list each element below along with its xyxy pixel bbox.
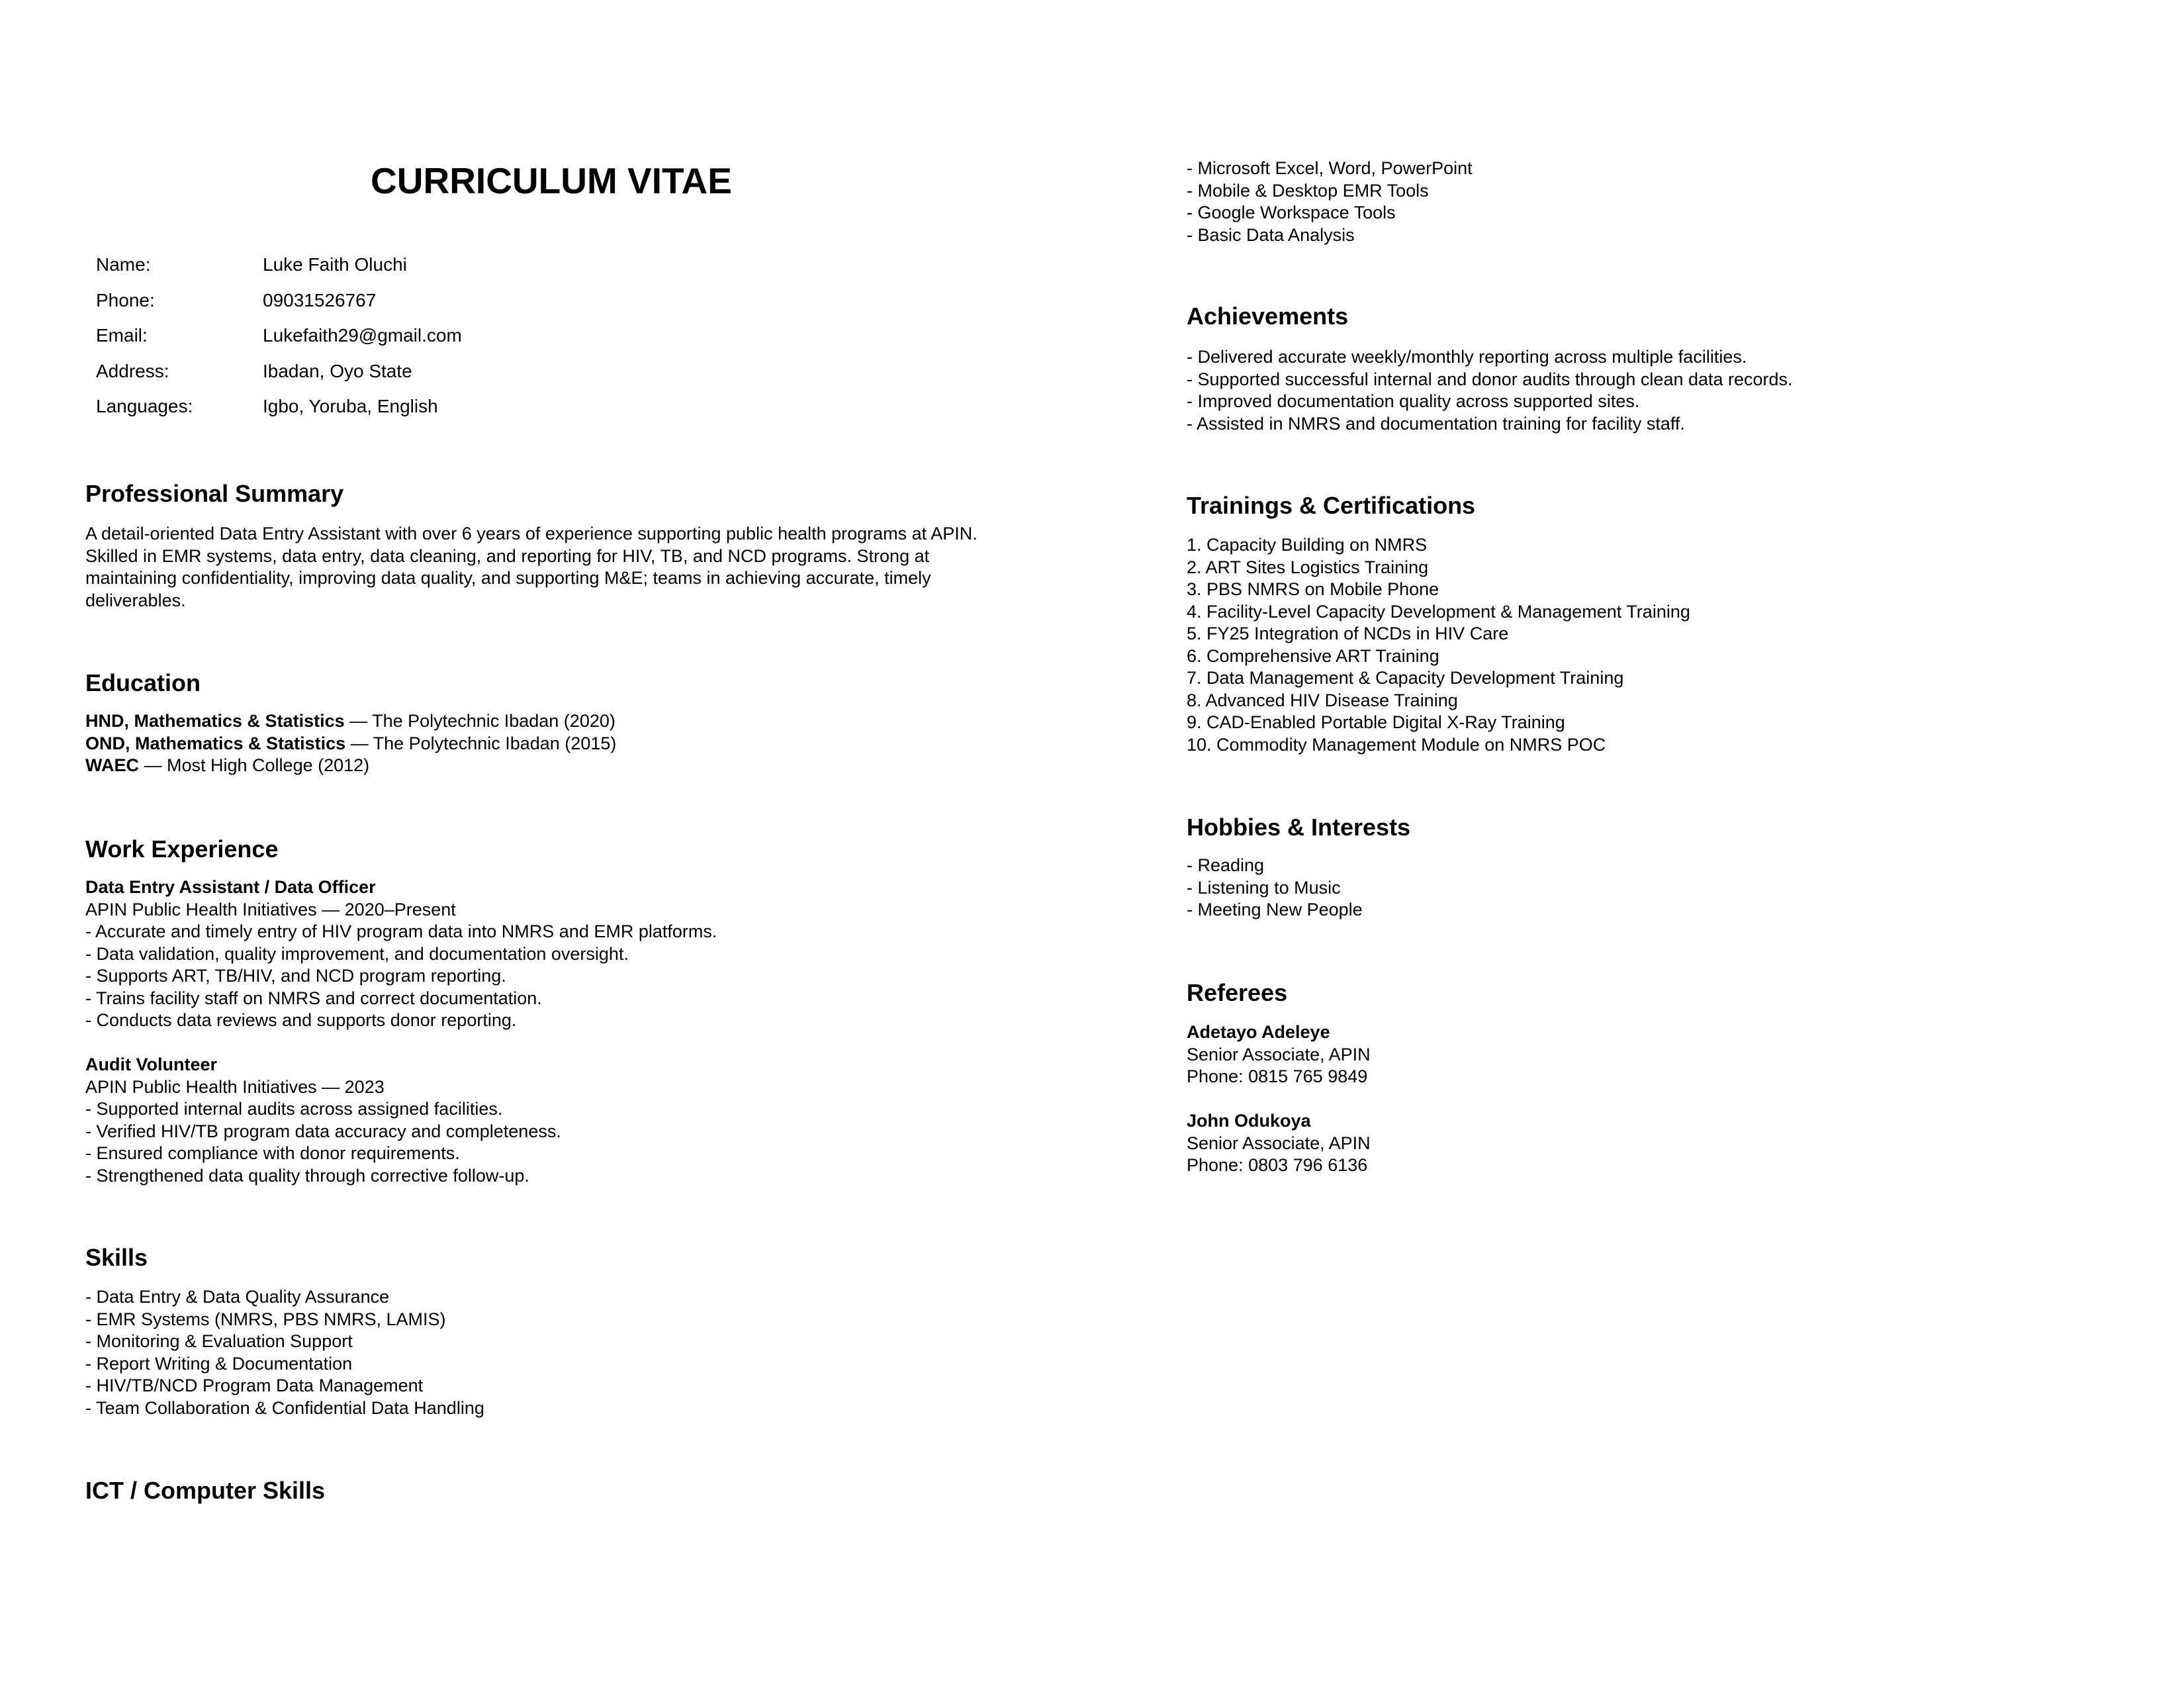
info-row-address bbox=[96, 355, 462, 391]
achievement-item: - Supported successful internal and donor audits through clean data records. bbox=[1187, 369, 1793, 389]
job-duty: - Accurate and timely entry of HIV program data into NMRS and EMR platforms. bbox=[85, 921, 717, 941]
achievements-heading: Achievements bbox=[1187, 303, 1349, 330]
info-row-languages bbox=[96, 391, 462, 426]
info-value: Ibadan, Oyo State bbox=[263, 360, 412, 381]
education-degree: OND, Mathematics & Statistics bbox=[85, 733, 346, 753]
summary-text bbox=[85, 523, 978, 612]
referee-name: John Odukoya bbox=[1187, 1111, 1311, 1131]
summary-line: maintaining confidentiality, improving data quality, and supporting M&E; teams in achieving accurate, timely bbox=[85, 568, 931, 588]
hobby-item: - Meeting New People bbox=[1187, 900, 1363, 919]
spacer bbox=[85, 1032, 717, 1055]
job-duty: - Strengthened data quality through corrective follow-up. bbox=[85, 1165, 529, 1186]
info-value: 09031526767 bbox=[263, 289, 377, 310]
hobby-item: - Listening to Music bbox=[1187, 877, 1341, 898]
education-item bbox=[85, 710, 616, 733]
info-row-name bbox=[96, 249, 462, 285]
job-duty: - Ensured compliance with donor requirements. bbox=[85, 1143, 460, 1163]
training-item: 9. CAD-Enabled Portable Digital X-Ray Training bbox=[1187, 712, 1565, 732]
skill-item: - EMR Systems (NMRS, PBS NMRS, LAMIS) bbox=[85, 1309, 446, 1329]
ict-item: - Google Workspace Tools bbox=[1187, 203, 1396, 222]
ict-item: - Basic Data Analysis bbox=[1187, 224, 1355, 245]
training-item: 5. FY25 Integration of NCDs in HIV Care bbox=[1187, 624, 1509, 643]
job-role: Audit Volunteer bbox=[85, 1055, 217, 1074]
referee-phone: Phone: 0803 796 6136 bbox=[1187, 1155, 1368, 1175]
referee-title: Senior Associate, APIN bbox=[1187, 1044, 1371, 1064]
info-row-email bbox=[96, 320, 462, 355]
job-duty: - Supported internal audits across assigned facilities. bbox=[85, 1099, 503, 1119]
info-label: Languages: bbox=[96, 396, 193, 416]
education-detail: — The Polytechnic Ibadan (2015) bbox=[345, 733, 617, 753]
work-list bbox=[85, 876, 717, 1187]
job-org: APIN Public Health Initiatives — 2023 bbox=[85, 1076, 385, 1097]
achievements-list bbox=[1187, 346, 1793, 435]
education-item bbox=[85, 755, 616, 777]
training-item: 4. Facility-Level Capacity Development & Management Training bbox=[1187, 601, 1690, 622]
info-label: Email: bbox=[96, 325, 148, 346]
training-item: 7. Data Management & Capacity Development Training bbox=[1187, 668, 1624, 688]
job-org: APIN Public Health Initiatives — 2020–Present bbox=[85, 899, 456, 919]
ict-item: - Microsoft Excel, Word, PowerPoint bbox=[1187, 158, 1473, 178]
training-item: 10. Commodity Management Module on NMRS POC bbox=[1187, 734, 1606, 755]
referees-list bbox=[1187, 1021, 1371, 1177]
training-item: 1. Capacity Building on NMRS bbox=[1187, 535, 1428, 555]
referee-title: Senior Associate, APIN bbox=[1187, 1133, 1371, 1153]
referee-phone: Phone: 0815 765 9849 bbox=[1187, 1066, 1368, 1086]
summary-line: deliverables. bbox=[85, 590, 186, 610]
education-degree: HND, Mathematics & Statistics bbox=[85, 711, 345, 731]
trainings-list bbox=[1187, 534, 1690, 756]
education-detail: — Most High College (2012) bbox=[139, 755, 370, 775]
job-duty: - Verified HIV/TB program data accuracy and completeness. bbox=[85, 1121, 561, 1141]
job-duty: - Data validation, quality improvement, and documentation oversight. bbox=[85, 943, 629, 964]
summary-heading: Professional Summary bbox=[85, 480, 344, 507]
training-item: 8. Advanced HIV Disease Training bbox=[1187, 690, 1458, 710]
info-label: Name: bbox=[96, 254, 151, 275]
achievement-item: - Assisted in NMRS and documentation training for facility staff. bbox=[1187, 413, 1685, 434]
info-label: Address: bbox=[96, 360, 169, 381]
job-duty: - Supports ART, TB/HIV, and NCD program reporting. bbox=[85, 966, 506, 986]
info-value: Luke Faith Oluchi bbox=[263, 254, 407, 275]
achievement-item: - Delivered accurate weekly/monthly reporting across multiple facilities. bbox=[1187, 347, 1747, 367]
education-item bbox=[85, 733, 616, 755]
hobbies-heading: Hobbies & Interests bbox=[1187, 814, 1411, 841]
education-degree: WAEC bbox=[85, 755, 139, 775]
training-item: 3. PBS NMRS on Mobile Phone bbox=[1187, 579, 1439, 599]
referee-name: Adetayo Adeleye bbox=[1187, 1022, 1330, 1042]
job-duty: - Trains facility staff on NMRS and correct documentation. bbox=[85, 988, 542, 1008]
skills-heading: Skills bbox=[85, 1244, 148, 1271]
hobbies-list bbox=[1187, 855, 1363, 921]
work-heading: Work Experience bbox=[85, 835, 279, 863]
skill-item: - Team Collaboration & Confidential Data Handling bbox=[85, 1397, 484, 1418]
training-item: 6. Comprehensive ART Training bbox=[1187, 645, 1439, 666]
ict-item: - Mobile & Desktop EMR Tools bbox=[1187, 180, 1429, 201]
education-detail: — The Polytechnic Ibadan (2020) bbox=[344, 711, 615, 731]
ict-heading: ICT / Computer Skills bbox=[85, 1477, 326, 1504]
spacer bbox=[1187, 1088, 1371, 1111]
skill-item: - Data Entry & Data Quality Assurance bbox=[85, 1287, 390, 1307]
info-value: Lukefaith29@gmail.com bbox=[263, 325, 462, 346]
info-row-phone bbox=[96, 285, 462, 320]
skill-item: - Monitoring & Evaluation Support bbox=[85, 1331, 353, 1351]
skill-item: - Report Writing & Documentation bbox=[85, 1353, 353, 1374]
education-list bbox=[85, 710, 616, 777]
training-item: 2. ART Sites Logistics Training bbox=[1187, 557, 1429, 577]
education-heading: Education bbox=[85, 669, 201, 696]
summary-line: A detail-oriented Data Entry Assistant with over 6 years of experience supporting public health programs at APIN. bbox=[85, 524, 978, 543]
info-label: Phone: bbox=[96, 289, 155, 310]
job-role: Data Entry Assistant / Data Officer bbox=[85, 877, 376, 897]
summary-line: Skilled in EMR systems, data entry, data cleaning, and reporting for HIV, TB, and NCD programs. Strong at bbox=[85, 545, 930, 566]
job-duty: - Conducts data reviews and supports donor reporting. bbox=[85, 1010, 517, 1030]
achievement-item: - Improved documentation quality across supported sites. bbox=[1187, 391, 1640, 411]
skills-list bbox=[85, 1286, 484, 1419]
skill-item: - HIV/TB/NCD Program Data Management bbox=[85, 1376, 424, 1395]
personal-info bbox=[96, 249, 462, 426]
hobby-item: - Reading bbox=[1187, 855, 1265, 875]
trainings-heading: Trainings & Certifications bbox=[1187, 492, 1476, 519]
info-value: Igbo, Yoruba, English bbox=[263, 396, 438, 416]
page-title: CURRICULUM VITAE bbox=[371, 160, 732, 201]
ict-list bbox=[1187, 158, 1473, 246]
referees-heading: Referees bbox=[1187, 979, 1288, 1006]
